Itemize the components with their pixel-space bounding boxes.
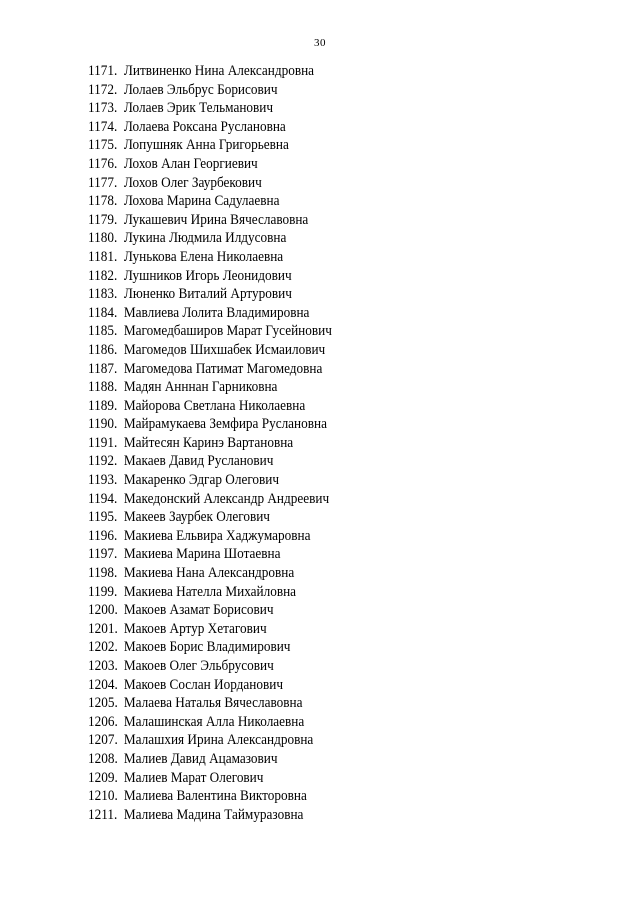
entry-name: Макаренко Эдгар Олегович — [123, 472, 280, 489]
entry-name: Макеев Заурбек Олегович — [123, 509, 270, 526]
entry-number: 1178. — [88, 193, 118, 210]
list-item — [88, 174, 332, 193]
entry-name: Лолаева Роксана Руслановна — [123, 118, 286, 135]
entry-name: Макоев Олег Эльбрусович — [123, 658, 274, 674]
entry-number: 1198. — [88, 565, 118, 582]
entry-name: Макоев Борис Владимирович — [123, 639, 291, 656]
entry-name: Лохов Олег Заурбекович — [123, 174, 262, 191]
entry-number: 1185. — [88, 323, 118, 340]
entry-name: Малиева Валентина Викторовна — [123, 788, 307, 805]
name-list — [88, 62, 353, 824]
list-item — [88, 731, 332, 750]
entry-name: Лолаев Эрик Тельманович — [123, 100, 274, 117]
entry-number: 1196. — [88, 527, 118, 544]
entry-number: 1187. — [88, 360, 118, 377]
entry-number: 1193. — [88, 472, 118, 489]
list-item — [88, 229, 332, 248]
entry-number: 1172. — [88, 81, 118, 98]
list-item — [88, 545, 332, 564]
entry-number: 1182. — [88, 267, 118, 284]
entry-number: 1201. — [88, 620, 118, 637]
list-item — [88, 341, 332, 360]
entry-name: Малаева Наталья Вячеславовна — [123, 695, 303, 712]
list-item — [88, 787, 332, 806]
page-number: 30 — [314, 37, 326, 49]
list-item — [88, 62, 332, 81]
entry-name: Макаев Давид Русланович — [123, 453, 274, 470]
list-item — [88, 434, 332, 453]
list-item — [88, 267, 332, 286]
list-item — [88, 490, 332, 509]
entry-name: Люненко Виталий Артурович — [123, 286, 292, 303]
entry-number: 1189. — [88, 397, 118, 414]
entry-name: Макоев Артур Хетагович — [123, 620, 267, 637]
entry-name: Магомедов Шихшабек Исмаилович — [123, 341, 326, 358]
entry-name: Мавлиева Лолита Владимировна — [123, 304, 310, 321]
list-item — [88, 676, 332, 695]
list-item — [88, 397, 332, 416]
list-item — [88, 601, 332, 620]
list-item — [88, 81, 332, 100]
list-item — [88, 638, 332, 657]
entry-name: Макиева Ельвира Хаджумаровна — [123, 527, 311, 544]
list-item — [88, 750, 332, 769]
entry-number: 1203. — [88, 658, 118, 674]
entry-number: 1190. — [88, 416, 118, 433]
entry-name: Лолаев Эльбрус Борисович — [123, 81, 278, 98]
entry-name: Макоев Сослан Иорданович — [123, 676, 283, 693]
list-item — [88, 360, 332, 379]
list-item — [88, 155, 332, 174]
entry-number: 1184. — [88, 304, 118, 321]
list-item — [88, 99, 332, 118]
list-item — [88, 620, 332, 639]
entry-number: 1200. — [88, 602, 118, 619]
entry-number: 1211. — [88, 806, 118, 823]
entry-name: Майорова Светлана Николаевна — [123, 397, 306, 414]
list-item — [88, 285, 332, 304]
entry-number: 1179. — [88, 211, 118, 228]
entry-number: 1207. — [88, 732, 118, 749]
entry-name: Литвиненко Нина Александровна — [123, 63, 315, 79]
list-item — [88, 657, 332, 676]
entry-number: 1206. — [88, 713, 118, 730]
list-item — [88, 527, 332, 546]
entry-name: Лушников Игорь Леонидович — [123, 267, 292, 284]
entry-number: 1181. — [88, 248, 118, 265]
entry-name: Македонский Александр Андреевич — [123, 490, 330, 507]
list-item — [88, 118, 332, 137]
entry-number: 1199. — [88, 583, 118, 600]
entry-number: 1202. — [88, 639, 118, 656]
entry-name: Макиева Марина Шотаевна — [123, 546, 281, 563]
entry-name: Лохова Марина Садулаевна — [123, 193, 280, 210]
entry-name: Малиев Давид Ацамазович — [123, 750, 278, 767]
list-item — [88, 136, 332, 155]
list-item — [88, 694, 332, 713]
list-item — [88, 192, 332, 211]
entry-number: 1195. — [88, 509, 118, 526]
entry-number: 1171. — [88, 63, 118, 79]
entry-number: 1205. — [88, 695, 118, 712]
entry-name: Макиева Нана Александровна — [123, 565, 295, 582]
list-item — [88, 378, 332, 397]
entry-number: 1194. — [88, 490, 118, 507]
list-item — [88, 583, 332, 602]
list-item — [88, 304, 332, 323]
entry-name: Майтесян Каринэ Вартановна — [123, 434, 294, 451]
entry-number: 1192. — [88, 453, 118, 470]
entry-name: Малашхия Ирина Александровна — [123, 732, 314, 749]
entry-number: 1174. — [88, 118, 118, 135]
entry-name: Макоев Азамат Борисович — [123, 602, 274, 619]
entry-number: 1208. — [88, 750, 118, 767]
entry-number: 1180. — [88, 230, 118, 247]
list-item — [88, 322, 332, 341]
list-item — [88, 713, 332, 732]
entry-number: 1204. — [88, 676, 118, 693]
list-item — [88, 508, 332, 527]
entry-name: Лопушняк Анна Григорьевна — [123, 137, 289, 154]
list-item — [88, 806, 332, 825]
list-item — [88, 769, 332, 788]
list-item — [88, 471, 332, 490]
entry-name: Магомедбаширов Марат Гусейнович — [123, 323, 332, 340]
entry-name: Малиева Мадина Таймуразовна — [123, 806, 304, 823]
list-item — [88, 564, 332, 583]
list-item — [88, 415, 332, 434]
entry-number: 1175. — [88, 137, 118, 154]
entry-number: 1177. — [88, 174, 118, 191]
entry-number: 1197. — [88, 546, 118, 563]
entry-name: Магомедова Патимат Магомедовна — [123, 360, 323, 377]
entry-name: Майрамукаева Земфира Руслановна — [123, 416, 327, 433]
entry-name: Макиева Нателла Михайловна — [123, 583, 297, 600]
entry-name: Лукина Людмила Илдусовна — [123, 230, 287, 247]
entry-number: 1191. — [88, 434, 118, 451]
entry-number: 1209. — [88, 769, 118, 786]
list-item — [88, 452, 332, 471]
entry-number: 1173. — [88, 100, 118, 117]
entry-name: Малиев Марат Олегович — [123, 769, 264, 786]
entry-number: 1176. — [88, 155, 118, 172]
entry-name: Лохов Алан Георгиевич — [123, 155, 258, 172]
entry-number: 1186. — [88, 341, 118, 358]
list-item — [88, 211, 332, 230]
entry-name: Лунькова Елена Николаевна — [123, 248, 284, 265]
entry-number: 1210. — [88, 788, 118, 805]
entry-name: Лукашевич Ирина Вячеславовна — [123, 211, 309, 228]
entry-name: Малашинская Алла Николаевна — [123, 713, 305, 730]
entry-number: 1188. — [88, 379, 118, 396]
list-item — [88, 248, 332, 267]
entry-name: Мадян Анннан Гарниковна — [123, 379, 278, 396]
entry-number: 1183. — [88, 286, 118, 303]
